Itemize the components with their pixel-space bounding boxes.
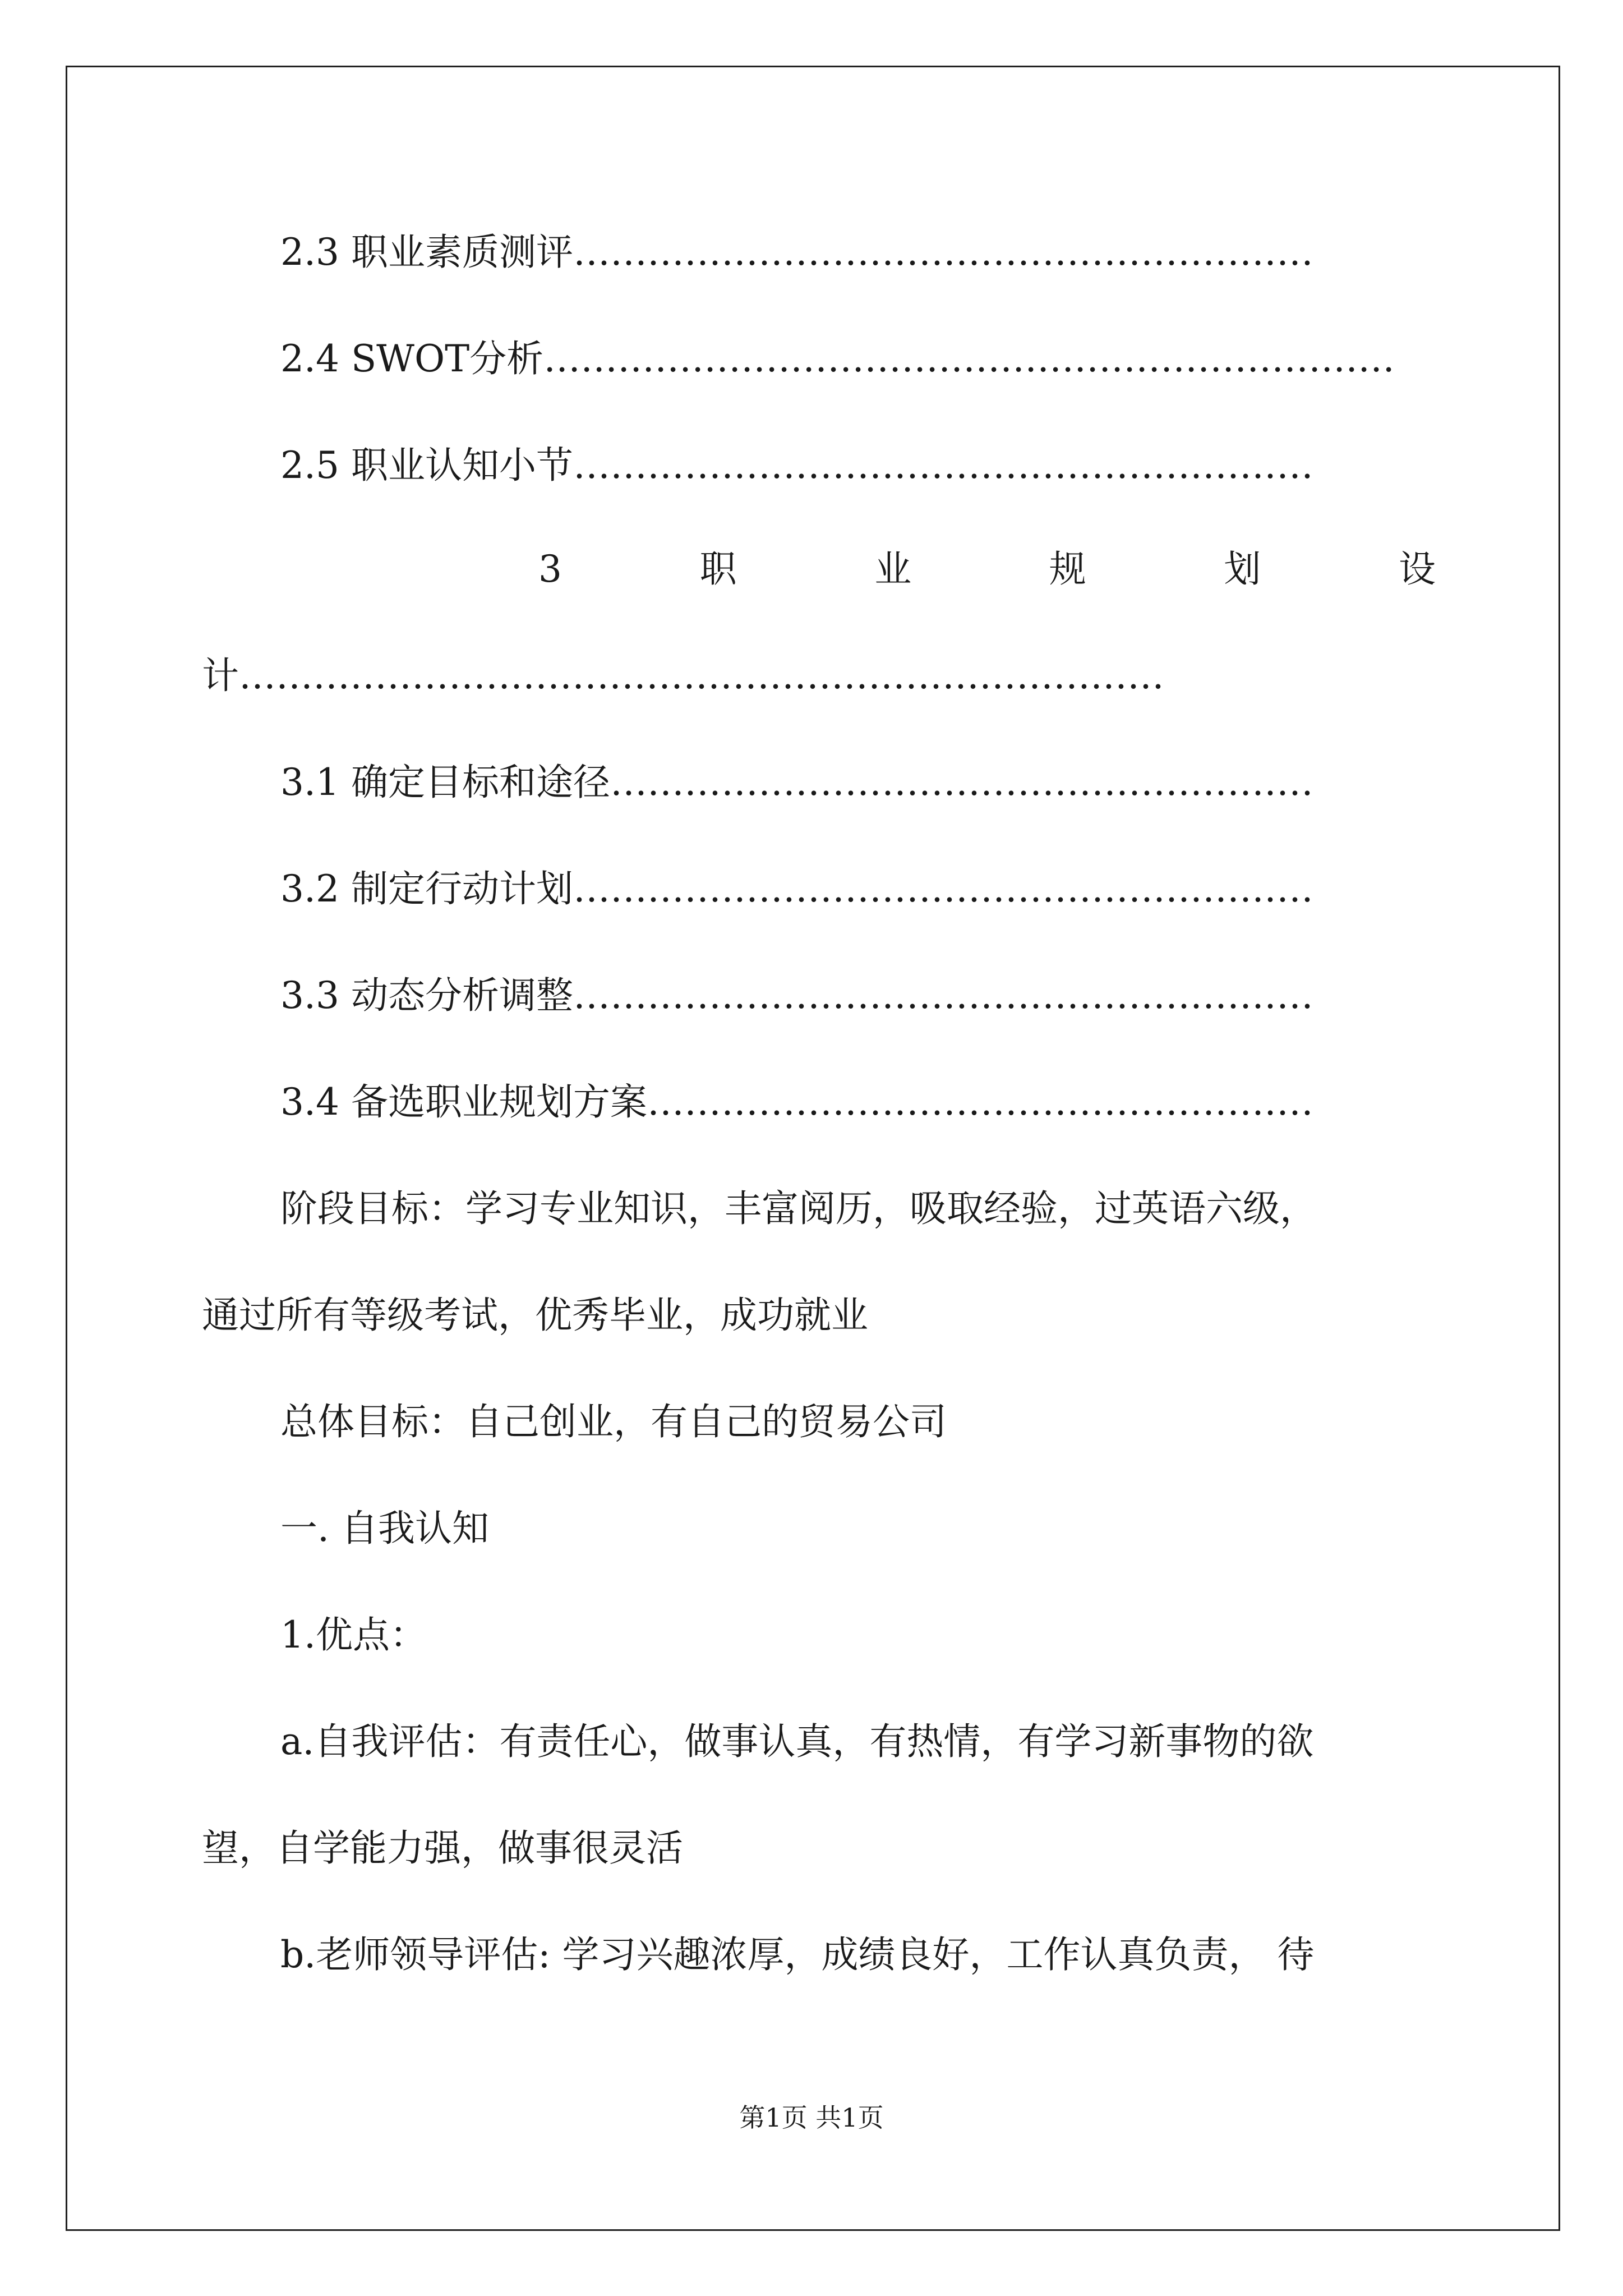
toc-item-3-heading <box>202 547 1436 592</box>
section-heading-self-awareness: 一. 自我认知 <box>280 1507 489 1550</box>
stage-goal-line-1: 阶段目标：学习专业知识，丰富阅历，吸取经验，过英语六级， <box>280 1187 1317 1230</box>
self-eval-line-2: 望，自学能力强，做事很灵活 <box>202 1826 683 1870</box>
toc-item-2-3: 2.3 职业素质测评…………………………………………………… <box>280 231 1313 274</box>
teacher-eval-line-1: b.老师领导评估: 学习兴趣浓厚，成绩良好，工作认真负责， 待 <box>280 1933 1315 1976</box>
toc-item-3-4: 3.4 备选职业规划方案……………………………………………… <box>280 1080 1313 1124</box>
page-footer: 第1页 共1页 <box>739 2102 884 2133</box>
toc-item-3-3: 3.3 动态分析调整…………………………………………………… <box>280 974 1313 1017</box>
toc-item-3-char: 规 <box>1049 547 1086 591</box>
toc-item-2-4: 2.4 SWOT分析…………………………………………………………… <box>280 337 1395 380</box>
toc-item-3-char: 职 <box>699 547 737 591</box>
strengths-heading: 1.优点： <box>280 1613 427 1657</box>
toc-item-3-char: 划 <box>1224 547 1261 591</box>
toc-item-3-1: 3.1 确定目标和途径………………………………………………… <box>280 761 1313 804</box>
toc-item-3-char: 设 <box>1398 547 1436 591</box>
toc-item-3-char: 3 <box>538 547 562 591</box>
toc-item-2-5: 2.5 职业认知小节…………………………………………………… <box>280 444 1313 487</box>
toc-item-3-2: 3.2 制定行动计划…………………………………………………… <box>280 867 1313 910</box>
toc-item-3-char: 业 <box>874 547 912 591</box>
overall-goal: 总体目标：自己创业，有自己的贸易公司 <box>280 1400 947 1443</box>
stage-goal-line-2: 通过所有等级考试，优秀毕业，成功就业 <box>202 1294 868 1337</box>
page-border <box>66 66 1560 2231</box>
toc-item-3-tail: 计………………………………………………………………… <box>202 654 1164 697</box>
self-eval-line-1: a.自我评估：有责任心，做事认真，有热情，有学习新事物的欲 <box>280 1720 1314 1763</box>
